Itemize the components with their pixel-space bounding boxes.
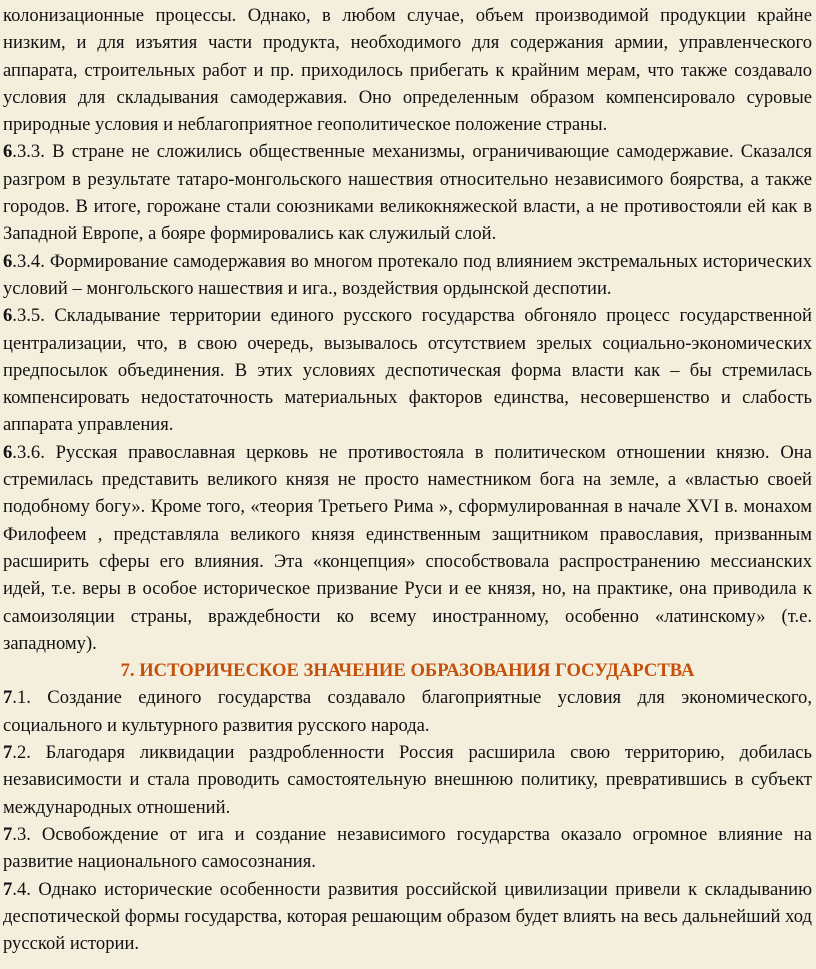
paragraph-text: колонизационные процессы. Однако, в любом случае, объем производимой продукции крайне низким, и для изъятия части продукта, необходимого для содержания армии, управленческого аппарата, строительных работ и пр. приходилось прибегать к крайним мерам, что также создавало условия для складывания самодержавия. Оно определенным образом компенсировало суровые природные условия и неблагоприятное геополитическое положение страны. [3, 5, 812, 136]
paragraph-text: .3. Освобождение от ига и создание независимого государства оказало огромное влияние на развитие национального самосознания. [3, 823, 812, 873]
paragraph-6-3-4 [3, 248, 812, 303]
paragraph-7-4 [3, 876, 812, 958]
paragraph-text: .3.3. В стране не сложились общественные механизмы, ограничивающие самодержавие. Сказался разгром в результате татаро-монгольского нашествия относительно независимого боярства, а также городов. В итоге, горожане стали союзниками великокняжеской власти, а не противостояли ей как в Западной Европе, а бояре формировались как служилый слой. [3, 141, 812, 245]
paragraph-6-3-3 [3, 138, 812, 247]
paragraph-text: .3.5. Складывание территории единого русского государства обгоняло процесс государственной централизации, что, в свою очередь, вызывалось отсутствием зрелых социально-экономических предпосылок объединения. В этих условиях деспотическая форма власти как – бы стремилась компенсировать недостаточность материальных факторов единства, несовершенство и слабость аппарата управления. [3, 305, 812, 436]
paragraph-number: 6 [3, 305, 13, 327]
paragraph-text: .4. Однако исторические особенности развития российской цивилизации привели к складыванию деспотической формы государства, которая решающим образом будет влиять на весь дальнейший ход русской истории. [3, 878, 812, 955]
paragraph-text: .1. Создание единого государства создавало благоприятные условия для экономического, социального и культурного развития русского народа. [3, 687, 812, 736]
paragraph-number: 6 [3, 441, 13, 463]
paragraph-number: 7 [3, 687, 13, 709]
paragraph-6-3-6 [3, 439, 812, 657]
paragraph-text: .2. Благодаря ликвидации раздробленности Россия расширила свою территорию, добилась независимости и стала проводить самостоятельную внешнюю политику, превратившись в субъект международных отношений. [3, 742, 812, 818]
paragraph-7-2 [3, 739, 812, 821]
paragraph-text: .3.4. Формирование самодержавия во многом протекало под влиянием экстремальных исторических условий – монгольского нашествия и ига., воздействия ордынской деспотии. [3, 250, 812, 299]
paragraph-colonization [3, 2, 812, 138]
paragraph-number: 6 [3, 141, 13, 163]
paragraph-6-3-5 [3, 302, 812, 438]
paragraph-number: 7 [3, 878, 13, 900]
paragraph-number: 6 [3, 250, 13, 272]
section-heading: 7. ИСТОРИЧЕСКОЕ ЗНАЧЕНИЕ ОБРАЗОВАНИЯ ГОСУДАРСТВА [120, 660, 695, 682]
paragraph-7-3 [3, 821, 812, 876]
paragraph-number: 7 [3, 823, 13, 845]
paragraph-number: 7 [3, 742, 13, 764]
paragraph-text: .3.6. Русская православная церковь не противостояла в политическом отношении князю. Она стремилась представить великого князя не просто наместником бога на земле, а «властью своей подобному богу». Кроме того, «теория Третьего Рима », сформулированная в начале XVI в. монахом Филофеем , представляла великого князя единственным защитником православия, призванным расширить сферы его влияния. Эта «концепция» способствовала распространению мессианских идей, т.е. веры в особое историческое призвание Руси и ее князя, но, на практике, она приводила к самоизоляции страны, враждебности ко всему иностранному, особенно «латинскому» (т.е. западному). [3, 441, 812, 654]
paragraph-7-1 [3, 684, 812, 739]
